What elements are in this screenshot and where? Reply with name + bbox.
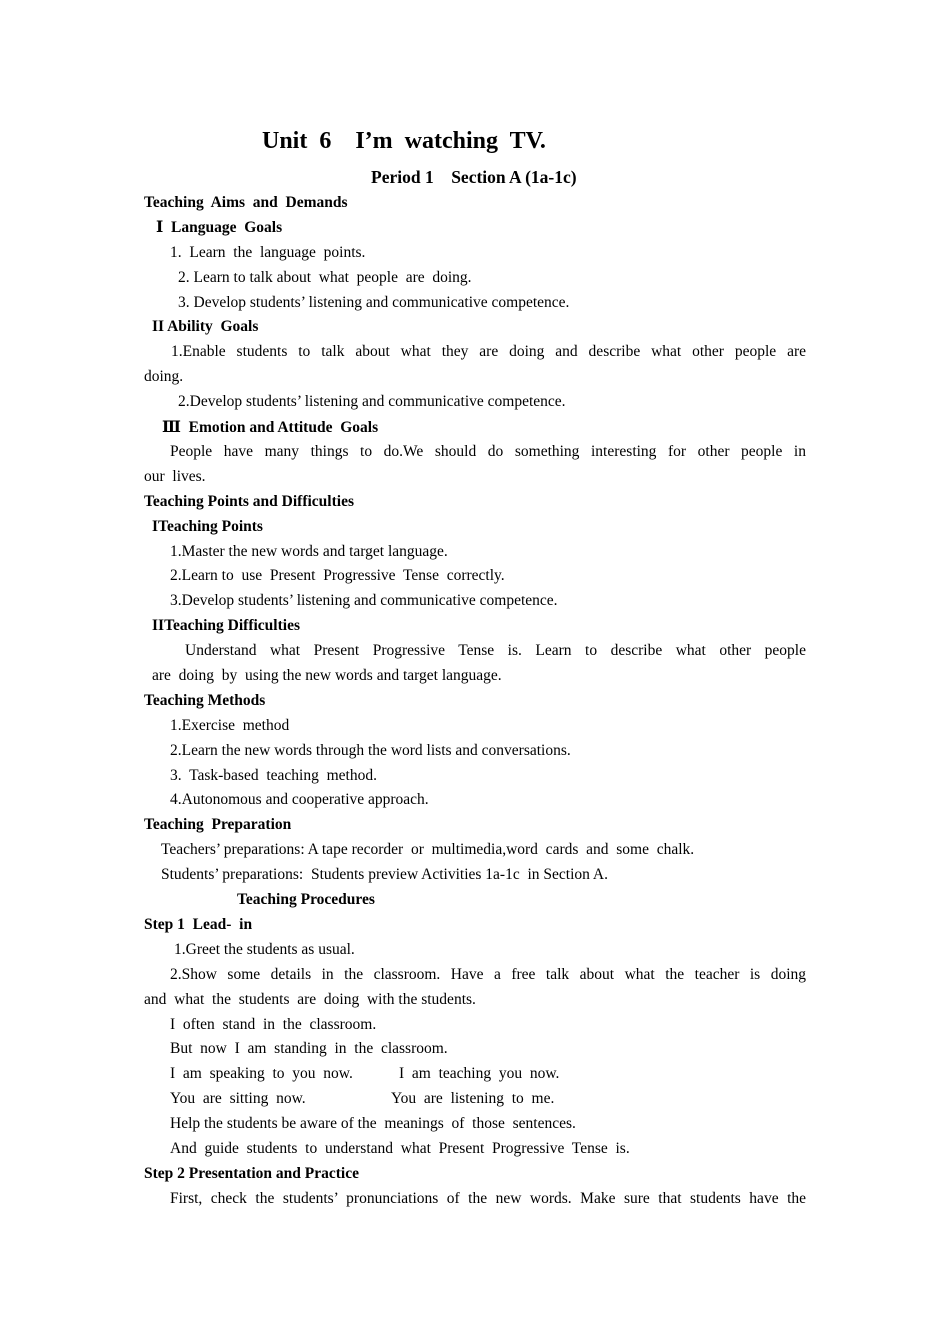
step1-item: 2.Show some details in the classroom. Have a free talk about what the teacher is doing (170, 966, 806, 983)
example-sentence: You are listening to me. (391, 1090, 555, 1107)
procedures-heading: Teaching Procedures (237, 891, 375, 908)
method-item: 3. Task-based teaching method. (170, 767, 377, 784)
teaching-point-item: 2.Learn to use Present Progressive Tense correctly. (170, 567, 505, 584)
step1-note: Help the students be aware of the meanings of those sentences. (170, 1115, 576, 1132)
aims-heading: Teaching Aims and Demands (144, 194, 348, 211)
example-sentence: I am speaking to you now. (170, 1065, 353, 1082)
methods-heading: Teaching Methods (144, 692, 266, 709)
ability-goal-item-continued: doing. (144, 368, 184, 385)
language-goals-heading: Ⅰ Language Goals (156, 219, 283, 236)
example-sentence: But now I am standing in the classroom. (170, 1040, 448, 1057)
example-sentence: You are sitting now. (170, 1090, 306, 1107)
students-preparation: Students’ preparations: Students preview Activities 1a-1c in Section A. (161, 866, 608, 883)
method-item: 1.Exercise method (170, 717, 290, 734)
emotion-goals-heading: Ⅲ Emotion and Attitude Goals (162, 419, 379, 436)
teaching-points-heading: ITeaching Points (152, 518, 263, 535)
difficulties-text-continued: are doing by using the new words and target language. (152, 667, 502, 684)
emotion-goal-text-continued: our lives. (144, 468, 206, 485)
teachers-preparation: Teachers’ preparations: A tape recorder or multimedia,word cards and some chalk. (161, 841, 695, 858)
step2-text: First, check the students’ pronunciations of the new words. Make sure that students have the (170, 1190, 806, 1207)
method-item: 2.Learn the new words through the word lists and conversations. (170, 742, 571, 759)
teaching-point-item: 1.Master the new words and target language. (170, 543, 448, 560)
teaching-difficulties-heading: IITeaching Difficulties (152, 617, 300, 634)
language-goal-item: 3. Develop students’ listening and communicative competence. (178, 294, 570, 311)
ability-goals-heading: II Ability Goals (152, 318, 259, 335)
step2-heading: Step 2 Presentation and Practice (144, 1165, 359, 1182)
method-item: 4.Autonomous and cooperative approach. (170, 791, 429, 808)
difficulties-text: Understand what Present Progressive Tense is. Learn to describe what other people (185, 642, 806, 659)
preparation-heading: Teaching Preparation (144, 816, 292, 833)
document-title: Unit 6 I’m watching TV. (262, 128, 546, 154)
language-goal-item: 2. Learn to talk about what people are doing. (178, 269, 472, 286)
language-goal-item: 1. Learn the language points. (170, 244, 366, 261)
teaching-point-item: 3.Develop students’ listening and communicative competence. (170, 592, 558, 609)
step1-item-continued: and what the students are doing with the students. (144, 991, 476, 1008)
period-subtitle: Period 1 Section A (1a-1c) (371, 167, 577, 187)
ability-goal-item: 2.Develop students’ listening and communicative competence. (178, 393, 566, 410)
step1-note: And guide students to understand what Present Progressive Tense is. (170, 1140, 630, 1157)
ability-goal-item: 1.Enable students to talk about what they are doing and describe what other people are (171, 343, 806, 360)
example-sentence: I often stand in the classroom. (170, 1016, 377, 1033)
step1-item: 1.Greet the students as usual. (174, 941, 355, 958)
points-heading: Teaching Points and Difficulties (144, 493, 354, 510)
step1-heading: Step 1 Lead- in (144, 916, 253, 933)
emotion-goal-text: People have many things to do.We should do something interesting for other people in (170, 443, 806, 460)
example-sentence: I am teaching you now. (399, 1065, 560, 1082)
